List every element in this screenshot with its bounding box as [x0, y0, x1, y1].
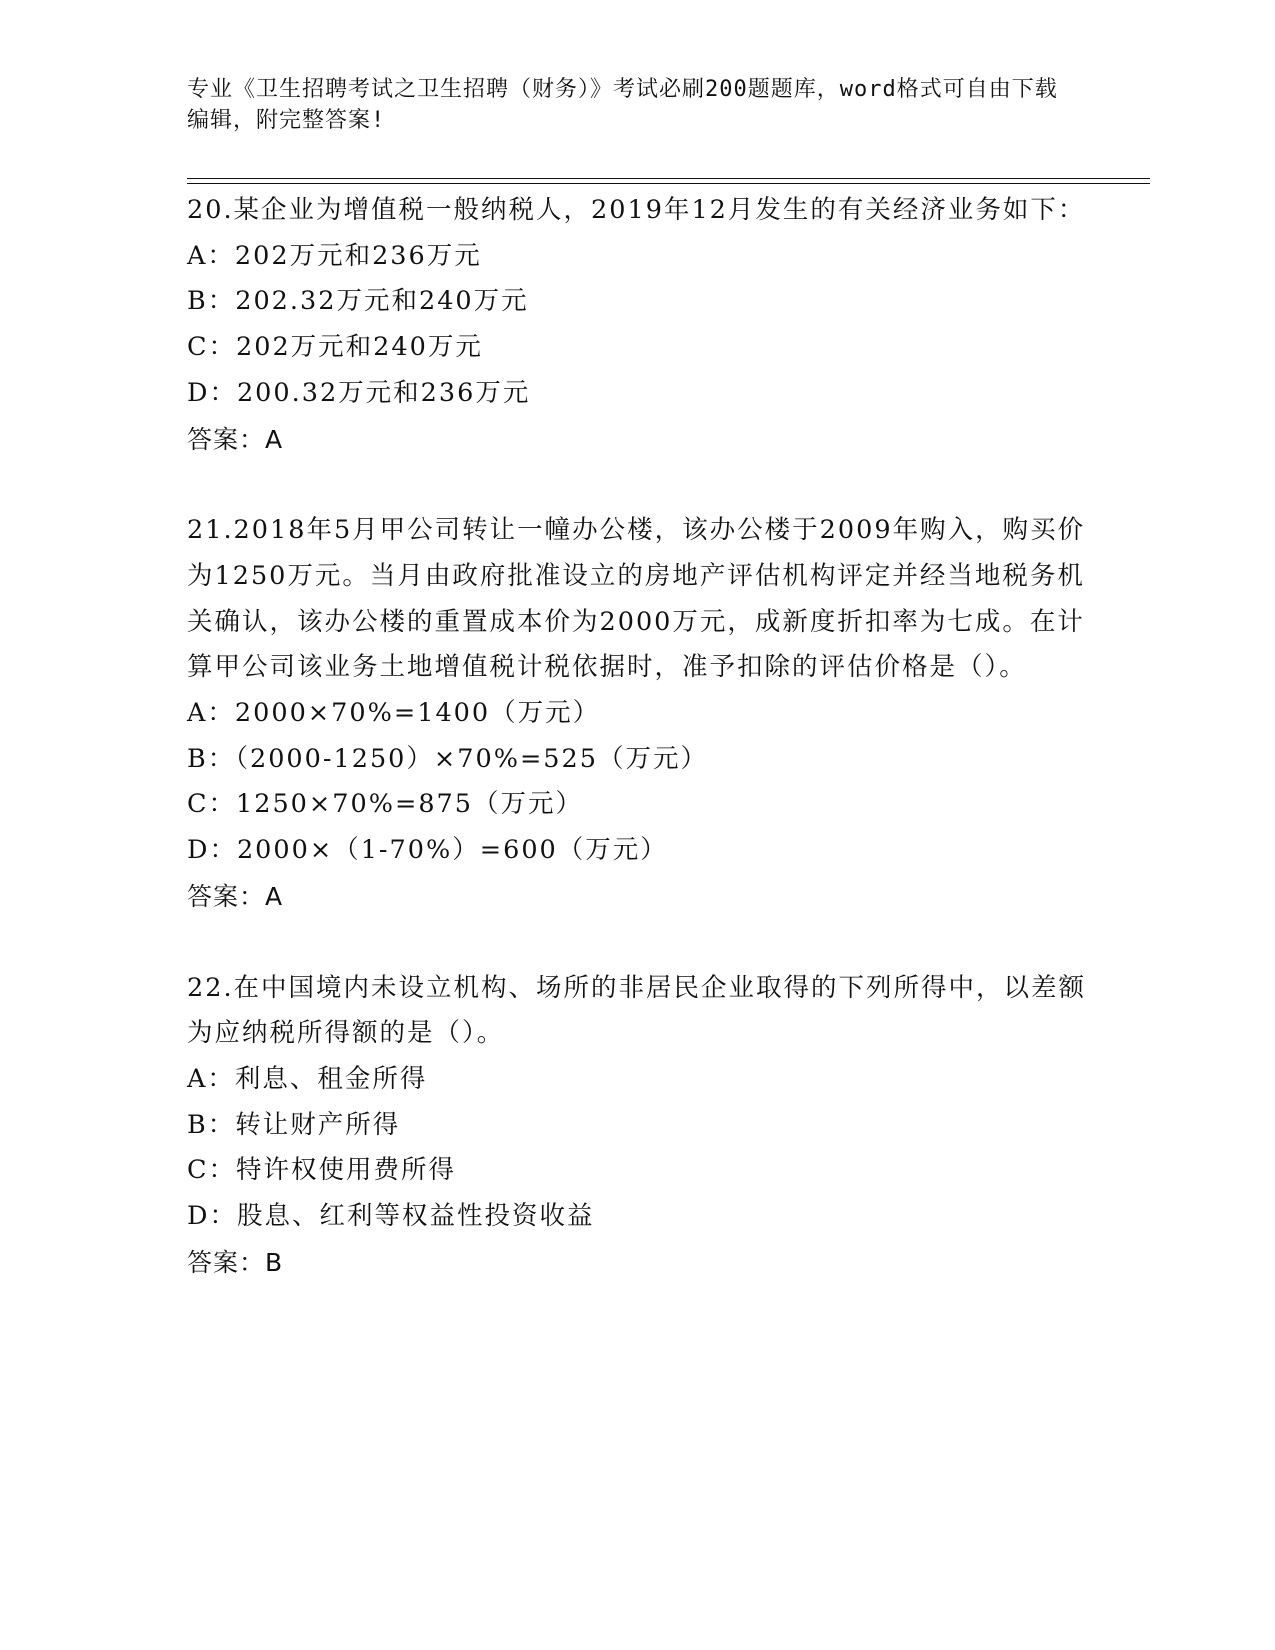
option-b: B：202.32万元和240万元 — [187, 286, 529, 317]
question-stem: 22.在中国境内未设立机构、场所的非居民企业取得的下列所得中，以差额为应纳税所得额的是（）。 — [187, 972, 1087, 1049]
answer-line: 答案：A — [187, 881, 284, 911]
option-c: C：特许权使用费所得 — [187, 1155, 457, 1186]
header-divider-top — [187, 178, 1150, 179]
answer-line: 答案：A — [187, 424, 284, 454]
question-20 — [187, 188, 1087, 462]
option-b: B：（2000-1250）×70%=525（万元） — [187, 743, 708, 774]
header-divider-bottom — [187, 183, 1150, 184]
option-d: D：股息、红利等权益性投资收益 — [187, 1201, 595, 1232]
answer-line: 答案：B — [187, 1247, 284, 1277]
option-b: B：转让财产所得 — [187, 1109, 401, 1140]
option-a: A：2000×70%=1400（万元） — [187, 698, 601, 729]
option-d: D：2000×（1-70%）=600（万元） — [187, 835, 668, 866]
option-c: C：202万元和240万元 — [187, 332, 483, 363]
option-a: A：利息、租金所得 — [187, 1063, 428, 1094]
question-list — [187, 188, 1087, 1285]
question-stem: 20.某企业为增值税一般纳税人，2019年12月发生的有关经济业务如下： — [187, 195, 1086, 225]
question-22 — [187, 966, 1087, 1286]
option-c: C：1250×70%=875（万元） — [187, 789, 583, 820]
document-header: 专业《卫生招聘考试之卫生招聘（财务）》考试必刷200题题库，word格式可自由下载编辑，附完整答案! — [187, 77, 1058, 133]
option-a: A：202万元和236万元 — [187, 240, 482, 271]
question-21 — [187, 508, 1087, 919]
question-stem: 21.2018年5月甲公司转让一幢办公楼，该办公楼于2009年购入，购买价为1250万元。当月由政府批准设立的房地产评估机构评定并经当地税务机关确认，该办公楼的重置成本价为2000万元，成新度折扣率为七成。在计算甲公司该业务土地增值税计税依据时，准予扣除的评估价格是（）。 — [187, 515, 1086, 683]
spacer — [187, 462, 1087, 508]
option-d: D：200.32万元和236万元 — [187, 377, 531, 408]
spacer — [187, 920, 1087, 966]
